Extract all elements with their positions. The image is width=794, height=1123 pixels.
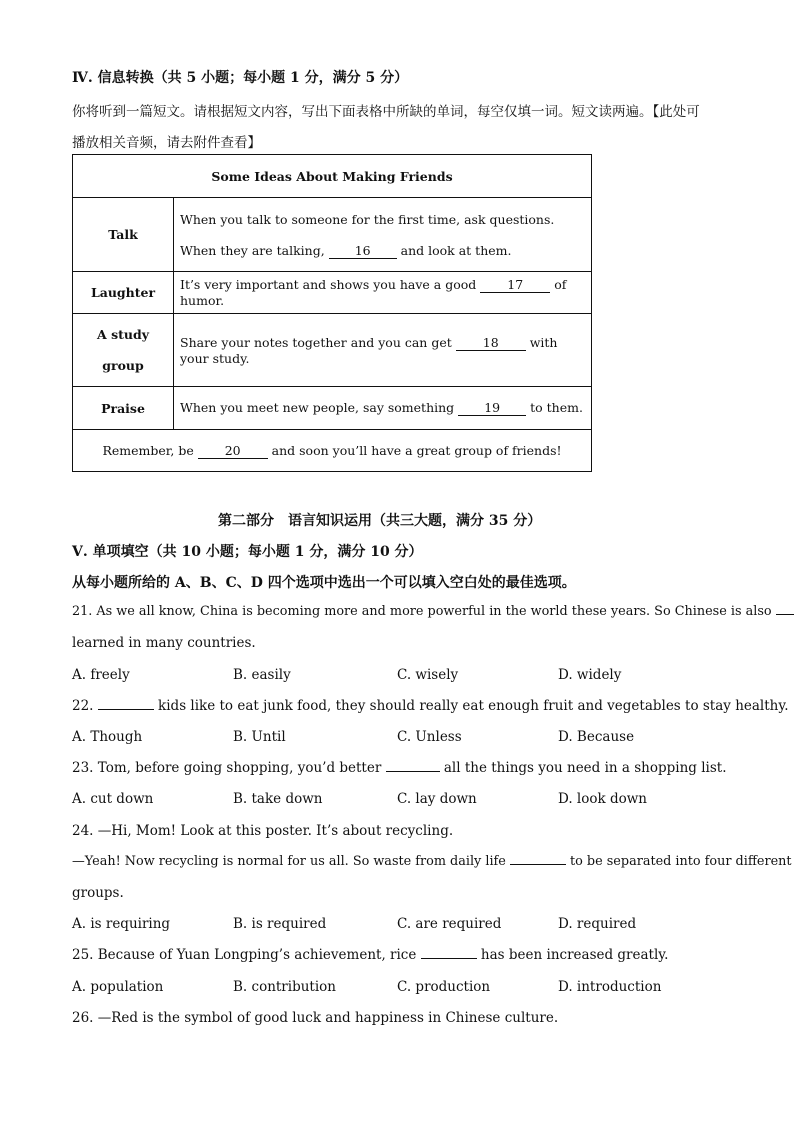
footer-pre: Remember, be — [102, 442, 198, 458]
q25-blank[interactable] — [421, 958, 477, 959]
row-content-laughter — [174, 272, 592, 314]
section-5-instructions: 从每小题所给的 A、B、C、D 四个选项中选出一个可以填入空白处的最佳选项。 — [72, 575, 576, 591]
answer-blank-20[interactable]: 20 — [198, 444, 268, 459]
answer-blank-19[interactable]: 19 — [458, 401, 526, 416]
q21-text: 21. As we all know, China is becoming more and more powerful in the world these years. So Chinese is also — [72, 604, 776, 619]
talk-line2 — [180, 235, 585, 266]
table-row — [73, 272, 592, 314]
q21-blank[interactable] — [776, 614, 794, 615]
praise-pre: When you meet new people, say something — [180, 400, 459, 415]
study-group-label-line1: A study — [97, 327, 149, 342]
talk-line2-post: and look at them. — [396, 242, 512, 258]
q22-number: 22. — [72, 698, 98, 714]
q22-option-d[interactable]: D. Because — [558, 729, 635, 745]
q21-line2: learned in many countries. — [72, 635, 256, 651]
question-21 — [72, 604, 794, 619]
row-content-talk — [174, 198, 592, 272]
question-23 — [72, 760, 727, 776]
q24-line3: groups. — [72, 885, 124, 901]
q21-option-d[interactable]: D. widely — [558, 667, 622, 683]
q25-option-d[interactable]: D. introduction — [558, 979, 662, 995]
row-content-praise — [174, 387, 592, 430]
q23-option-a[interactable]: A. cut down — [72, 791, 154, 807]
q21-option-b[interactable]: B. easily — [233, 667, 291, 683]
q24-option-b[interactable]: B. is required — [233, 916, 327, 932]
question-22 — [72, 698, 789, 714]
laughter-pre: It’s very important and shows you have a good — [180, 277, 481, 292]
info-table — [72, 154, 592, 472]
q24-option-d[interactable]: D. required — [558, 916, 637, 932]
study-group-post: with your study. — [180, 334, 558, 366]
table-row — [73, 198, 592, 272]
section-5-heading: Ⅴ. 单项填空（共 10 小题；每小题 1 分，满分 10 分） — [72, 544, 423, 560]
talk-line1: When you talk to someone for the first time, ask questions. — [180, 211, 555, 227]
q24-line2-post: to be separated into four different — [565, 854, 792, 869]
q25-option-a[interactable]: A. population — [72, 979, 164, 995]
laughter-post: of humor. — [180, 277, 567, 308]
q23-option-c[interactable]: C. lay down — [397, 791, 477, 807]
q22-blank[interactable] — [98, 709, 154, 710]
table-row — [73, 314, 592, 387]
row-label-praise: Praise — [73, 387, 174, 430]
part-2-heading: 第二部分 语言知识运用（共三大题，满分 35 分） — [218, 513, 542, 529]
q22-option-a[interactable]: A. Though — [72, 729, 143, 745]
q21-option-a[interactable]: A. freely — [72, 667, 130, 683]
q23-text-post: all the things you need in a shopping list. — [439, 760, 727, 776]
question-25 — [72, 947, 668, 963]
q23-blank[interactable] — [386, 771, 440, 772]
q22-text: kids like to eat junk food, they should really eat enough fruit and vegetables to stay healthy. — [153, 698, 789, 714]
footer-post: and soon you’ll have a great group of friends! — [267, 442, 562, 458]
study-group-pre: Share your notes together and you can get — [180, 334, 456, 350]
q25-text-post: has been increased greatly. — [476, 947, 669, 963]
q25-text-pre: 25. Because of Yuan Longping’s achievement, rice — [72, 947, 421, 963]
praise-post: to them. — [526, 400, 583, 415]
q24-line2-pre: —Yeah! Now recycling is normal for us all. So waste from daily life — [72, 854, 510, 869]
row-label-study-group — [73, 314, 174, 387]
talk-line2-pre: When they are talking, — [180, 242, 329, 258]
q25-option-c[interactable]: C. production — [397, 979, 491, 995]
section-4-instructions-line1: 你将听到一篇短文。请根据短文内容，写出下面表格中所缺的单词，每空仅填一词。短文读两遍。【此处可 — [72, 104, 700, 120]
q24-option-a[interactable]: A. is requiring — [72, 916, 171, 932]
question-26: 26. —Red is the symbol of good luck and happiness in Chinese culture. — [72, 1010, 559, 1026]
answer-blank-18[interactable]: 18 — [456, 336, 526, 351]
q23-option-d[interactable]: D. look down — [558, 791, 647, 807]
q23-option-b[interactable]: B. take down — [233, 791, 323, 807]
table-title: Some Ideas About Making Friends — [73, 155, 592, 198]
row-label-laughter: Laughter — [73, 272, 174, 314]
study-group-label-line2: group — [102, 358, 144, 373]
q24-option-c[interactable]: C. are required — [397, 916, 502, 932]
table-row — [73, 387, 592, 430]
section-4-instructions-line2: 播放相关音频，请去附件查看】 — [72, 135, 261, 151]
row-content-study-group — [174, 314, 592, 387]
answer-blank-16[interactable]: 16 — [329, 244, 397, 259]
row-label-talk: Talk — [73, 198, 174, 272]
q24-blank[interactable] — [510, 864, 566, 865]
table-footer — [73, 430, 592, 472]
q23-text-pre: 23. Tom, before going shopping, you’d better — [72, 760, 386, 776]
table-footer-row — [73, 430, 592, 472]
q22-option-b[interactable]: B. Until — [233, 729, 286, 745]
q24-line2 — [72, 854, 792, 869]
q25-option-b[interactable]: B. contribution — [233, 979, 336, 995]
section-4-heading: Ⅳ. 信息转换（共 5 小题；每小题 1 分，满分 5 分） — [72, 70, 409, 86]
answer-blank-17[interactable]: 17 — [480, 278, 550, 293]
question-24: 24. —Hi, Mom! Look at this poster. It’s about recycling. — [72, 823, 454, 839]
q22-option-c[interactable]: C. Unless — [397, 729, 462, 745]
q21-option-c[interactable]: C. wisely — [397, 667, 459, 683]
